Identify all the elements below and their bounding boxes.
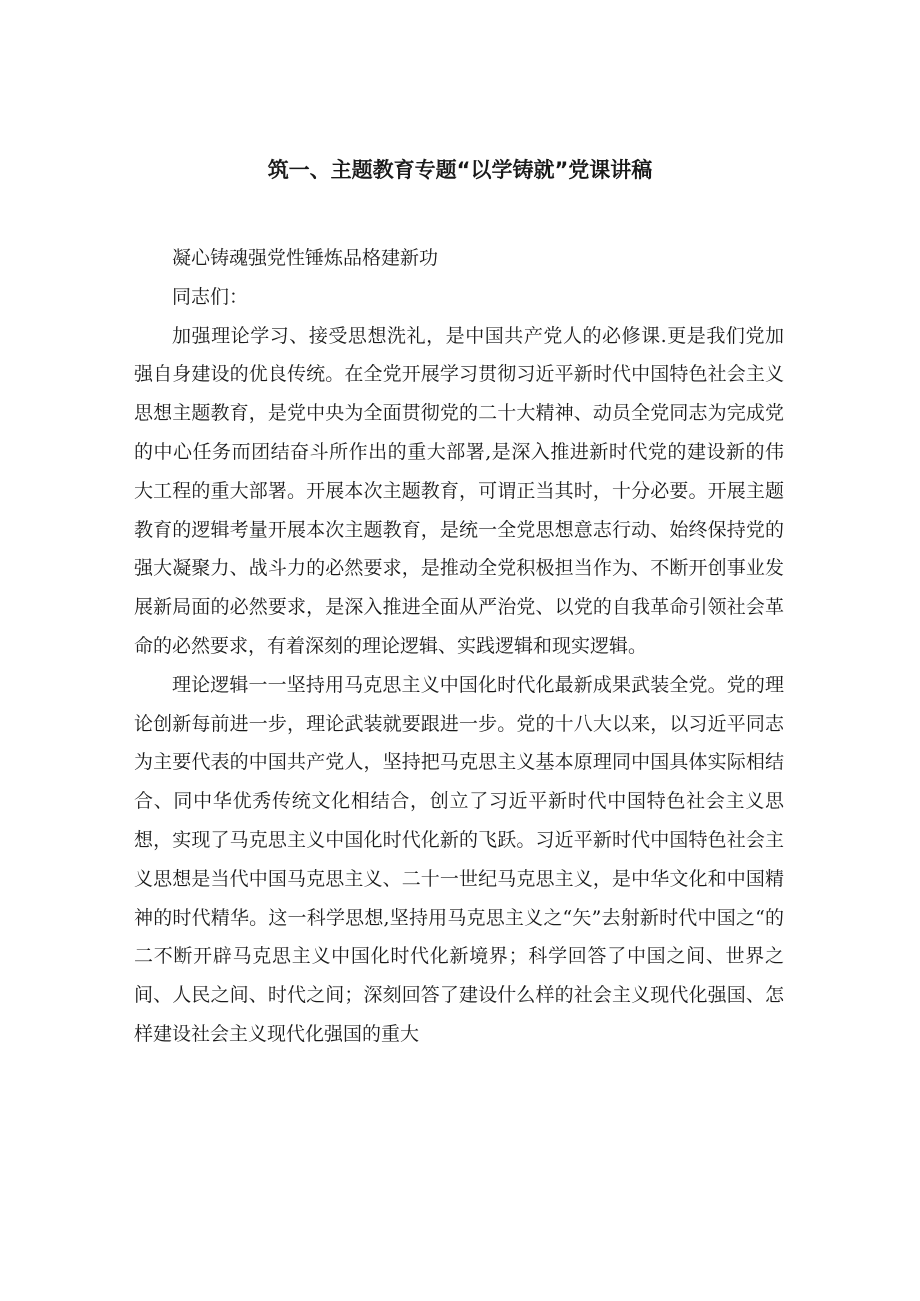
document-title: 筑一、主题教育专题“以学铸就”党课讲稿 [267, 158, 653, 182]
salutation: 同志们： [172, 285, 249, 308]
body-paragraph-1: 加强理论学习、接受思想洗礼，是中国共产党人的必修课.更是我们党加强自身建设的优良传统。在全党开展学习贯彻习近平新时代中国特色社会主义思想主题教育，是党中央为全面贯彻党的二十大精神、动员全党同志为完成党的中心任务而团结奋斗所作出的重大部署,是深入推进新时代党的建设新的伟大工程的重大部署。开展本次主题教育，可谓正当其时，十分必要。开展主题教育的逻辑考量开展本次主题教育，是统一全党思想意志行动、始终保持党的强大凝聚力、战斗力的必然要求，是推动全党积极担当作为、不断开创事业发展新局面的必然要求，是深入推进全面从严治党、以党的自我革命引领社会革命的必然要求，有着深刻的理论逻辑、实践逻辑和现实逻辑。 [134, 324, 784, 657]
document-body [134, 239, 784, 1054]
document-subtitle: 凝心铸魂强党性锤炼品格建新功 [172, 247, 439, 269]
body-paragraph-2: 理论逻辑一一坚持用马克思主义中国化时代化最新成果武装全党。党的理论创新每前进一步，理论武装就要跟进一步。党的十八大以来，以习近平同志为主要代表的中国共产党人，坚持把马克思主义基本原理同中国具体实际相结合、同中华优秀传统文化相结合，创立了习近平新时代中国特色社会主义思想，实现了马克思主义中国化时代化新的飞跃。习近平新时代中国特色社会主义思想是当代中国马克思主义、二十一世纪马克思主义，是中华文化和中国精神的时代精华。这一科学思想,坚持用马克思主义之“矢”去射新时代中国之“的二不断开辟马克思主义中国化时代化新境界；科学回答了中国之间、世界之间、人民之间、时代之间；深刻回答了建设什么样的社会主义现代化强国、怎样建设社会主义现代化强国的重大 [134, 673, 784, 1045]
